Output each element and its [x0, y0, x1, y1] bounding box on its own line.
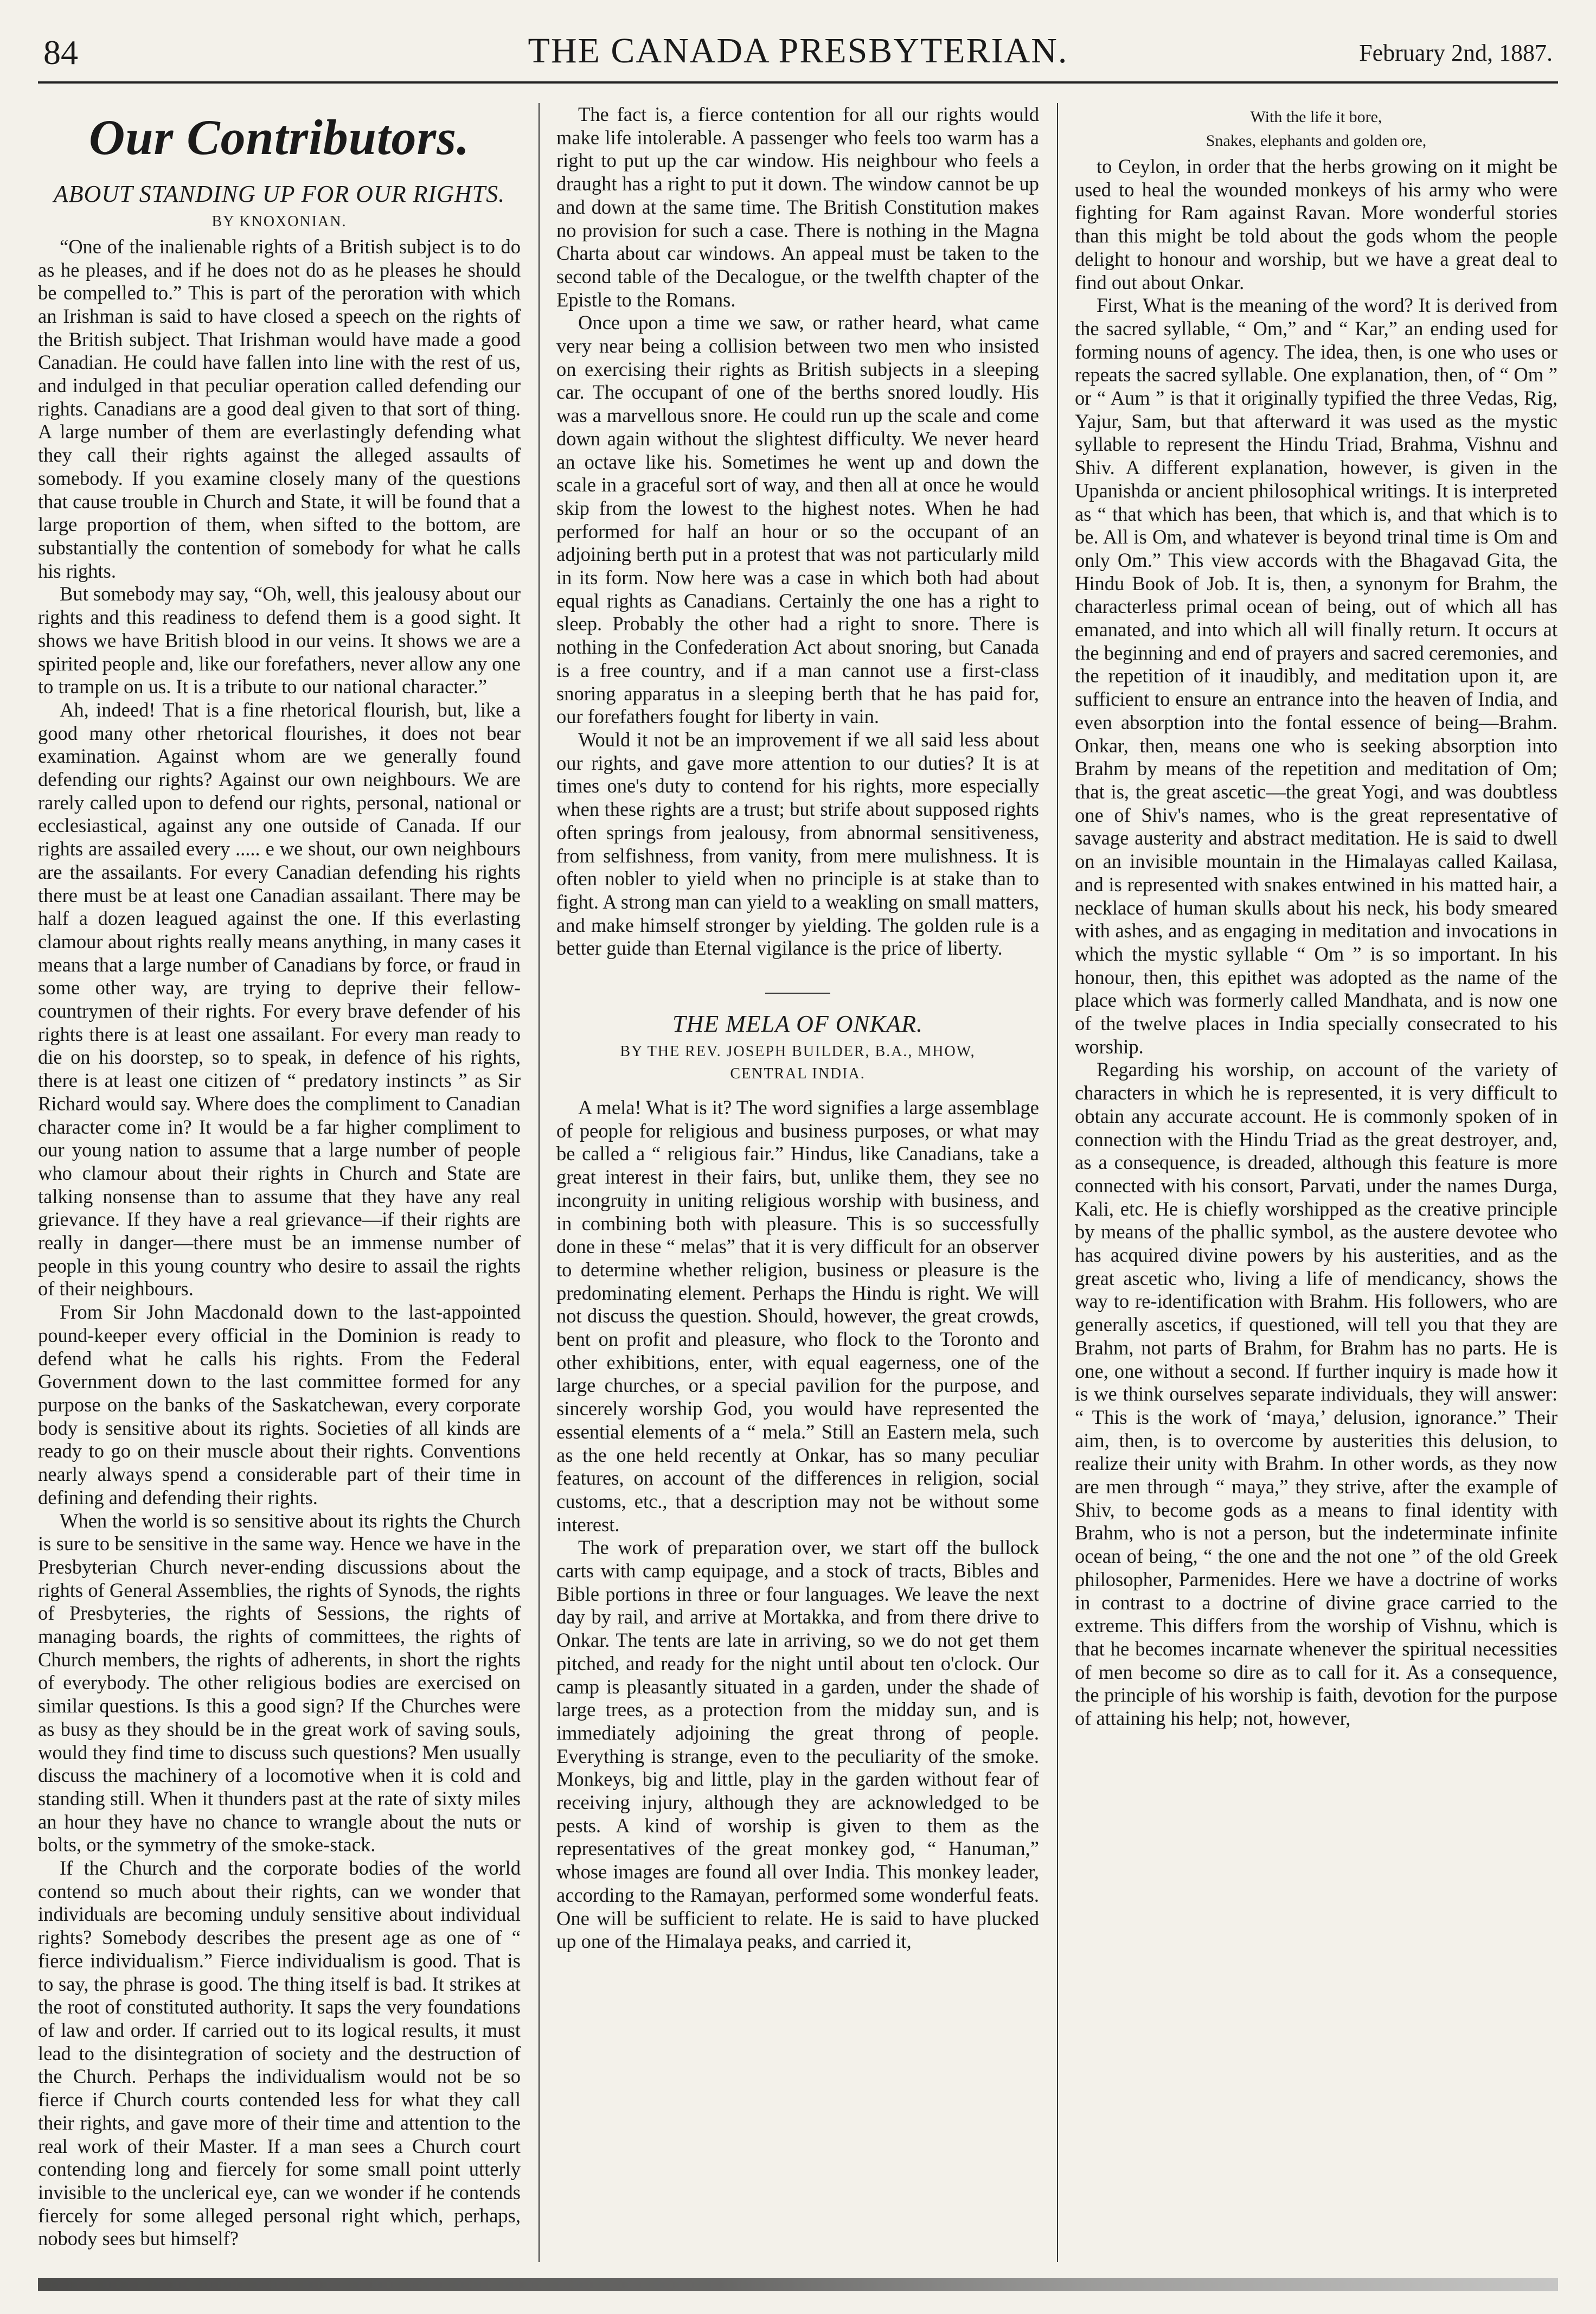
- column-1: [38, 103, 521, 2262]
- paragraph: “One of the inalienable rights of a British subject is to do as he pleases, and if he does not do as he pleases he should be compelled to.” This is part of the peroration with which an Irishman is said to have closed a speech on the rights of the British subject. That Irishman would have made a good Canadian. He could have fallen into line with the rest of us, and indulged in that peculiar operation called defending our rights. Canadians are a good deal given to that sort of thing. A large number of them are everlastingly defending what they call their rights against the alleged assaults of somebody. If you examine closely many of the questions that cause trouble in Church and State, it will be found that a large proportion of them, when sifted to the bottom, are substantially the contention of somebody for what he calls his rights.: [38, 235, 521, 582]
- article-title: THE MELA OF ONKAR.: [672, 1011, 924, 1038]
- paragraph: Regarding his worship, on account of the variety of characters in which he is represented, it is very difficult to obtain any accurate account. He is commonly spoken of in connection with the Hindu Triad as the great destroyer, and, as a consequence, is dreaded, although this feature is more connected with his consort, Parvati, under the names Durga, Kali, etc. He is chiefly worshipped as the creative principle by means of the phallic symbol, as the austere devotee who has acquired divine powers by his austerities, and as the great ascetic who, living a life of mendicancy, shows the way to re-identification with Brahm. His followers, who are generally ascetics, if questioned, will tell you that they are Brahm, not parts of Brahm, for Brahm has no parts. He is one, one without a second. If further inquiry is made how it is we think ourselves separate individuals, they will answer: “ This is the work of ‘maya,’ delusion, ignorance.” Their aim, then, is to overcome by austerities this delusion, to realize their unity with Brahm. In other words, as they now are men through “ maya,” they strive, after the example of Shiv, to become gods as a means to final identity with Brahm, who is not a person, but the indeterminate infinite ocean of being, “ the one and the not one ” of the old Greek philosopher, Parmenides. Here we have a doctrine of works in contrast to a doctrine of divine grace carried to the extreme. This differs from the worship of Vishnu, which is that he becomes incarnate whenever the spiritual necessities of men become so dire as to call for it. As a consequence, the principle of his worship is faith, devotion for the purpose of attaining his help; not, however,: [1075, 1058, 1557, 1730]
- poem-line: Snakes, elephants and golden ore,: [1206, 132, 1427, 150]
- paragraph: Would it not be an improvement if we all said less about our rights, and gave more attention to our duties? It is at times one's duty to contend for his rights, more especially when these rights are a trust; but strife about supposed rights often springs from jealousy, from abnormal sensitiveness, from selfishness, from vanity, from mere mulishness. It is often nobler to yield when no principle is at stake than to fight. A strong man can yield to a weakling on small matters, and make himself stronger by yielding. The golden rule is a better guide than Eternal vigilance is the price of liberty.: [556, 728, 1039, 960]
- paragraph: to Ceylon, in order that the herbs growing on it might be used to heal the wounded monkeys of his army who were fighting for Ram against Ravan. More wonderful stories than this might be told about the gods whom the people delight to honour and worship, but we have a great deal to find out about Onkar.: [1075, 155, 1557, 293]
- paragraph: Once upon a time we saw, or rather heard, what came very near being a collision between two men who insisted on exercising their rights as British subjects in a sleeping car. The occupant of one of the berths snored loudly. His was a marvellous snore. He could run up the scale and come down again without the slightest difficulty. We never heard an octave like his. Sometimes he went up and down the scale in a graceful sort of way, and then all at once he would skip from the lowest to the highest notes. When he had performed for half an hour or so the occupant of an adjoining berth put in a protest that was not particularly mild in its form. Now here was a case in which both had about equal rights as Canadians. Certainly the one has a right to sleep. Probably the other had a right to snore. There is nothing in the Confederation Act about snoring, but Canada is a free country, and if a man cannot use a first-class snoring apparatus in a sleeping berth that he has paid for, our forefathers fought for liberty in vain.: [556, 311, 1039, 728]
- column-3: [1075, 103, 1557, 2262]
- issue-date: February 2nd, 1887.: [1359, 40, 1553, 66]
- paragraph: Ah, indeed! That is a fine rhetorical flourish, but, like a good many other rhetorical flourishes, it does not bear examination. Against whom are we generally found defending our rights? Against our own neighbours. We are rarely called upon to defend our rights, personal, national or ecclesiastical, against any one outside of Canada. If our rights are assailed every ..... e we shout, our own neighbours are the assailants. For every Canadian defending his rights there must be at least one Canadian assailant. There may be half a dozen leagued against the one. If this everlasting clamour about rights really means anything, in many cases it means that a large number of Canadians by force, or fraud in some other way, are trying to deprive their fellow-countrymen of their rights. For every brave defender of his rights there is at least one assailant. For every man ready to die on his doorstep, so to speak, in defence of his rights, there is at least one citizen of “ predatory instincts ” as Sir Richard would say. Where does the compliment to Canadian character come in? It would be a far higher compliment to our young nation to assume that a large number of people who clamour about their rights in Church and State are talking nonsense than to assume that they have any real grievance. If they have a real grievance—if their rights are really in danger—there must be an immense number of people in this young country who desire to assail the rights of their neighbours.: [38, 698, 521, 1300]
- article-title: ABOUT STANDING UP FOR OUR RIGHTS.: [53, 180, 505, 207]
- section-heading: Our Contributors.: [88, 110, 470, 165]
- column-2: [556, 103, 1039, 2262]
- poem-line: With the life it bore,: [1250, 108, 1382, 126]
- page-number: 84: [43, 33, 78, 72]
- paragraph: First, What is the meaning of the word? It is derived from the sacred syllable, “ Om,” and “ Kar,” an ending used for forming nouns of agency. The idea, then, is one who uses or repeats the sacred syllable. One explanation, then, of “ Om ” or “ Aum ” is that it originally typified the three Vedas, Rig, Yajur, Sam, but that afterward it was used as the mystic syllable to represent the Hindu Triad, Brahma, Vishnu and Shiv. A different explanation, however, is given in the Upanishda or ancient philosophical writings. It is interpreted as “ that which has been, that which is, and that which is to be. All is Om, and whatever is beyond trinal time is Om and only Om.” This view accords with the Bhagavad Gita, the Hindu Book of Job. It is, then, a synonym for Brahm, the characterless primal ocean of being, out of which all has emanated, and into which all will finally return. It occurs at the beginning and end of prayers and sacred ceremonies, and the repetition of it inaudibly, and meditation upon it, are sufficient to ensure an entrance into the heaven of India, and even absorption into the fontal essence of being—Brahm. Onkar, then, means one who is seeking absorption into Brahm by means of the repetition and meditation of Om; that is, the great ascetic—the great Yogi, and was doubtless one of Shiv's names, who is the great representative of savage austerity and abstract meditation. He is said to dwell on an invisible mountain in the Himalayas called Kailasa, and is represented with snakes entwined in his matted hair, a necklace of human skulls about his neck, his body smeared with ashes, and as engaging in meditation and invocations in which the mystic syllable “ Om ” is so important. In his honour, then, this epithet was adopted as the name of the place which was formerly called Mandhata, and is now one of the twelve places in India specially consecrated to his worship.: [1075, 294, 1557, 1058]
- paragraph: But somebody may say, “Oh, well, this jealousy about our rights and this readiness to defend them is a good sight. It shows we have British blood in our veins. It shows we are a spirited people and, like our forefathers, never allow any one to trample on us. It is a tribute to our national character.”: [38, 583, 521, 698]
- newspaper-page: [38, 22, 1558, 2267]
- column-divider: [539, 103, 540, 2262]
- article-divider: [765, 993, 830, 994]
- paragraph: From Sir John Macdonald down to the last-appointed pound-keeper every official in the Dominion is ready to defend what he calls his rights. From the Federal Government down to the last committee formed for any purpose on the banks of the Saskatchewan, every corporate body is sensitive about its rights. Societies of all kinds are ready to go on their muscle about their rights. Conventions nearly always spend a considerable part of their time in defining and defending their rights.: [38, 1301, 521, 1508]
- bottom-rule: [38, 2278, 1558, 2291]
- paragraph: When the world is so sensitive about its rights the Church is sure to be sensitive in the same way. Hence we have in the Presbyterian Church never-ending discussions about the rights of General Assemblies, the rights of Synods, the rights of Presbyteries, the rights of Sessions, the rights of managing boards, the rights of committees, the rights of Church members, the rights of adherents, in short the rights of everybody. The other religious bodies are exercised on similar questions. Is this a good sign? If the Churches were as busy as they should be in the great work of saving souls, would they find time to discuss such questions? Men usually discuss the machinery of a locomotive when it is cold and standing still. When it thunders past at the rate of sixty miles an hour they have no chance to wrangle about the nuts or bolts, or the symmetry of the smoke-stack.: [38, 1509, 521, 1856]
- article-byline: BY KNOXONIAN.: [211, 213, 347, 231]
- newspaper-title: THE CANADA PRESBYTERIAN.: [528, 31, 1068, 71]
- paragraph: A mela! What is it? The word signifies a large assemblage of people for religious and business purposes, or what may be called a “ religious fair.” Hindus, like Canadians, take a great interest in their fairs, but, unlike them, they see no incongruity in uniting religious worship with business, and in combining both with pleasure. This is so successfully done in these “ melas” that it is very difficult for an observer to determine whether religion, business or pleasure is the predominating element. Perhaps the Hindu is right. We will not discuss the question. Should, however, the great crowds, bent on profit and pleasure, who flock to the Toronto and other exhibitions, enter, with equal eagerness, one of the large churches, or a special pavilion for the purpose, and sincerely worship God, you would have represented the essential elements of a “ mela.” Still an Eastern mela, such as the one held recently at Onkar, has so many peculiar features, on account of the differences in religion, social customs, etc., that a description may not be without some interest.: [556, 1096, 1039, 1536]
- paragraph: If the Church and the corporate bodies of the world contend so much about their rights, can we wonder that individuals are becoming unduly sensitive about individual rights? Somebody describes the present age as one of “ fierce individualism.” Fierce individualism is good. That is to say, the phrase is good. The thing itself is bad. It strikes at the root of constituted authority. It saps the very foundations of law and order. If carried out to its logical results, it must lead to the disintegration of society and the destruction of the Church. Perhaps the individualism would not be so fierce if Church courts contended less for what they call their rights, and gave more of their time and attention to the real work of their Master. If a man sees a Church court contending long and fiercely for some small point utterly invisible to the unclerical eye, can we wonder if he contends fiercely for some alleged personal right which, perhaps, nobody sees but himself?: [38, 1857, 521, 2250]
- article-byline: BY THE REV. JOSEPH BUILDER, B.A., MHOW,: [620, 1043, 976, 1060]
- column-divider: [1057, 103, 1058, 2262]
- paragraph: The work of preparation over, we start off the bullock carts with camp equipage, and a stock of tracts, Bibles and Bible portions in three or four languages. We leave the next day by rail, and arrive at Mortakka, and from there drive to Onkar. The tents are late in arriving, so we do not get them pitched, and ready for the night until about ten o'clock. Our camp is pleasantly situated in a garden, under the shade of large trees, as a protection from the midday sun, and is immediately adjoining the great throng of people. Everything is strange, even to the peculiarity of the smoke. Monkeys, big and little, play in the garden without fear of receiving injury, although they are acknowledged to be pests. A kind of worship is given to them as the representatives of the great monkey god, “ Hanuman,” whose images are found all over India. This monkey leader, according to the Ramayan, performed some wonderful feats. One will be sufficient to relate. He is said to have plucked up one of the Himalaya peaks, and carried it,: [556, 1536, 1039, 1953]
- paragraph: The fact is, a fierce contention for all our rights would make life intolerable. A passenger who feels too warm has a right to put up the car window. His neighbour who feels a draught has a right to put it down. The window cannot be up and down at the same time. The British Constitution makes no provision for such a case. There is nothing in the Magna Charta about car windows. An appeal must be taken to the second table of the Decalogue, or the twelfth chapter of the Epistle to the Romans.: [556, 103, 1039, 311]
- article-byline-location: CENTRAL INDIA.: [730, 1065, 866, 1083]
- masthead: [38, 22, 1558, 84]
